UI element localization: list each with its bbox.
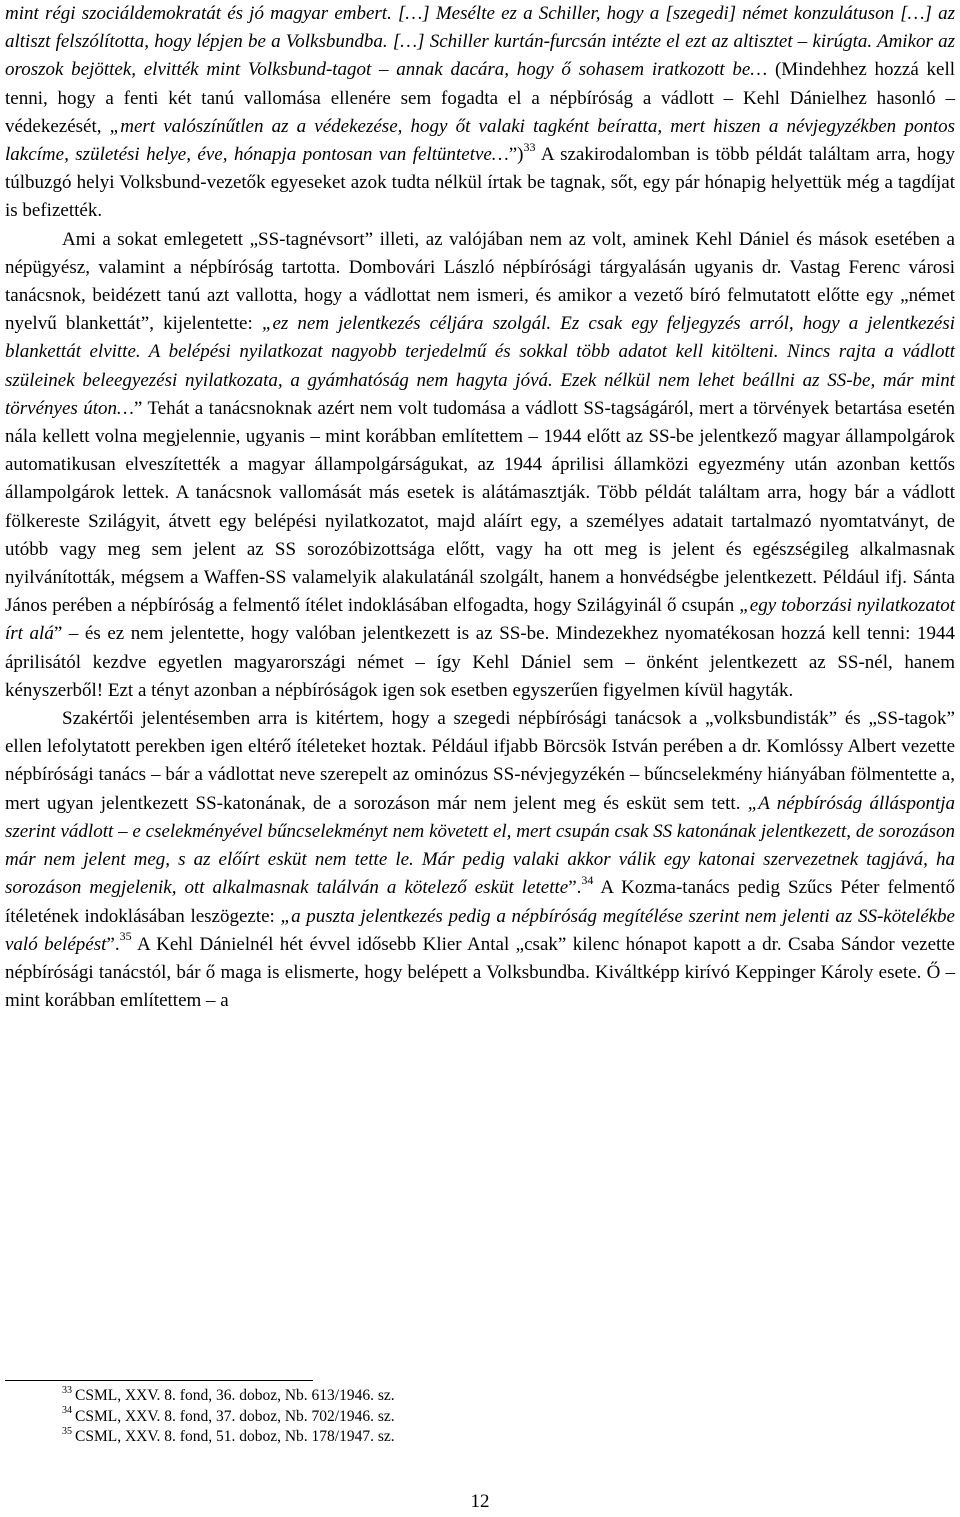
page-number: 12 bbox=[470, 1491, 490, 1512]
italic-quote-text: „egy toborzási nyilatkozatot írt alá bbox=[5, 595, 955, 645]
paragraph-text: Ami a sokat emlegetett „SS-tagnévsort” illeti, az valójában nem az volt, aminek Kehl Dániel és mások esetében a népügyész, valamint a népbíróság tartotta. Dombovári László népbírósági tárgyalásán ugyanis dr. Vastag Ferenc városi tanácsnok, beidézett tanú azt vallotta, hogy a vádlottat nem ismeri, és amikor a vezető bíró felmutatott előtte egy „német nyelvű blankettát”, kijelentette: bbox=[5, 228, 955, 335]
paragraph-text: ”) bbox=[508, 144, 524, 166]
footnote-text: CSML, XXV. 8. fond, 36. doboz, Nb. 613/1946. sz. bbox=[75, 1387, 395, 1404]
paragraph-text: A Kehl Dánielnél hét évvel idősebb Klier Antal „csak” kilenc hónapot kapott a dr. Csaba Sándor vezette népbírósági tanácstól, bár ő maga is elismerte, hogy belépett a Volksbundba. Kiváltképp kirívó Keppinger Károly esete. Ő – mint korábban említettem – a bbox=[5, 933, 955, 1012]
italic-quote-text: „a puszta jelentkezés pedig a népbíróság megítélése szerint nem jelenti az SS-kötelékbe való belépést bbox=[5, 905, 955, 955]
paragraph-text: ” – és ez nem jelentette, hogy valóban jelentkezett is az SS-be. Mindezekhez nyomatékosan hozzá kell tenni: 1944 áprilisától kezdve egyetlen magyarországi német – így Kehl Dániel sem – önként jelentkezett az SS-nél, hanem kényszerből! Ezt a tényt azonban a népbíróságok igen sok esetben egyszerűen figyelmen kívül hagyták. bbox=[5, 623, 955, 701]
paragraph-text: A szakirodalomban is több példát találtam arra, hogy túlbuzgó helyi Volksbund-vezetők egyeseket azok tudta nélkül írtak be tagnak, sőt, egy pár hónapig helyettük még a tagdíjat is befizették. bbox=[5, 144, 955, 222]
footnote-reference: 35 bbox=[119, 929, 132, 944]
footnotes bbox=[62, 1386, 662, 1448]
footnote bbox=[62, 1427, 662, 1448]
italic-quote-text: „mert valószínűtlen az a védekezése, hogy őt valaki tagként beíratta, mert hiszen a névjegyzékben pontos lakcíme, születési helye, éve, hónapja pontosan van feltüntetve… bbox=[5, 115, 955, 166]
body-paragraph bbox=[5, 0, 955, 226]
footnote-reference: 34 bbox=[581, 872, 594, 887]
document-page bbox=[5, 0, 955, 1015]
footnote-text: CSML, XXV. 8. fond, 51. doboz, Nb. 178/1947. sz. bbox=[75, 1428, 395, 1445]
footnote-text: CSML, XXV. 8. fond, 37. doboz, Nb. 702/1946. sz. bbox=[75, 1407, 395, 1425]
footnote-number: 34 bbox=[62, 1405, 72, 1417]
body-paragraph bbox=[5, 226, 955, 705]
body-text bbox=[5, 0, 955, 1015]
footnote bbox=[62, 1386, 662, 1407]
footnote-number: 35 bbox=[62, 1425, 72, 1437]
footnote-reference: 33 bbox=[523, 139, 536, 154]
footnote-separator bbox=[5, 1380, 313, 1381]
italic-quote-text: „ez nem jelentkezés céljára szolgál. Ez csak egy feljegyzés arról, hogy a jelentkezési blankettát elvitte. A belépési nyilatkozat nagyobb terjedelmű és sokkal több adatot kell kitölteni. Nincs rajta a vádlott szüleinek beleegyezési nyilatkozata, a gyámhatóság nem hagyta jóvá. Ezek nélkül nem lehet beállni az SS-be, már mint törvényes úton… bbox=[5, 313, 955, 419]
italic-quote-text: „A népbíróság álláspontja szerint vádlott – e cselekményével bűncselekményt nem követett el, mert csupán csak SS katonának jelentkezett, de sorozáson már nem jelent meg, s az előírt esküt nem tette le. Már pedig valaki akkor válik egy katonai szervezetnek tagjává, ha sorozáson megjelenik, ott alkalmasnak találván a kötelező esküt letette bbox=[5, 792, 955, 899]
footnote-number: 33 bbox=[62, 1384, 72, 1396]
paragraph-text: ”. bbox=[106, 933, 120, 955]
paragraph-text: ” Tehát a tanácsnoknak azért nem volt tudomása a vádlott SS-tagságáról, mert a törvények betartása esetén nála kellett volna megjelennie, ugyanis – mint korábban említettem – 1944 előtt az SS-be jelentkező magyar állampolgárok automatikusan elveszítették a magyar állampolgárságukat, az 1944 áprilisi államközi egyezmény után azonban kettős állampolgárok lettek. A tanácsnok vallomását más esetek is alátámasztják. Több példát találtam arra, hogy bár a vádlott fölkereste Szilágyit, átvett egy belépési nyilatkozatot, majd aláírt egy, a személyes adatait tartalmazó nyomtatványt, de utóbb vagy meg sem jelent az SS sorozóbizottsága előtt, vagy ha ott meg is jelent és egészségileg alkalmasnak nyilvánították, mégsem a Waffen-SS valamelyik alakulatánál szolgált, hanem a honvédségbe jelentkezett. Például ifj. Sánta János perében a népbíróság a felmentő ítélet indoklásában elfogadta, hogy Szilágyinál ő csupán bbox=[5, 397, 955, 617]
paragraph-text: ”. bbox=[568, 877, 582, 899]
body-paragraph bbox=[5, 705, 955, 1015]
paragraph-text: Szakértői jelentésemben arra is kitértem, hogy a szegedi népbírósági tanácsok a „volksbundisták” és „SS-tagok” ellen lefolytatott perekben igen eltérő ítéleteket hoztak. Például ifjabb Börcsök István perében a dr. Komlóssy Albert vezette népbírósági tanács – bár a vádlottat neve szerepelt az ominózus SS-névjegyzékén – bűncselekmény hiányában fölmentette a, mert ugyan jelentkezett SS-katonának, de a sorozáson már nem jelent meg és esküt sem tett. bbox=[5, 708, 955, 814]
italic-quote-text: mint régi szociáldemokratát és jó magyar embert. […] Mesélte ez a Schiller, hogy a [szegedi] német konzulátuson […] az altiszt felszólította, hogy lépjen be a Volksbundba. […] Schiller kurtán-furcsán intézte el ezt az altisztet – kirúgta. Amikor az oroszok bejöttek, elvitték mint Volksbund-tagot – annak dacára, hogy ő sohasem iratkozott be… bbox=[5, 3, 955, 81]
paragraph-text: A Kozma-tanács pedig Szűcs Péter felmentő ítéletének indoklásában leszögezte: bbox=[5, 877, 956, 927]
footnote bbox=[62, 1407, 662, 1428]
paragraph-text: (Mindehhez hozzá kell tenni, hogy a fenti két tanú vallomása ellenére sem fogadta el a népbíróság a vádlott – Kehl Dánielhez hasonló – védekezését, bbox=[5, 59, 956, 137]
